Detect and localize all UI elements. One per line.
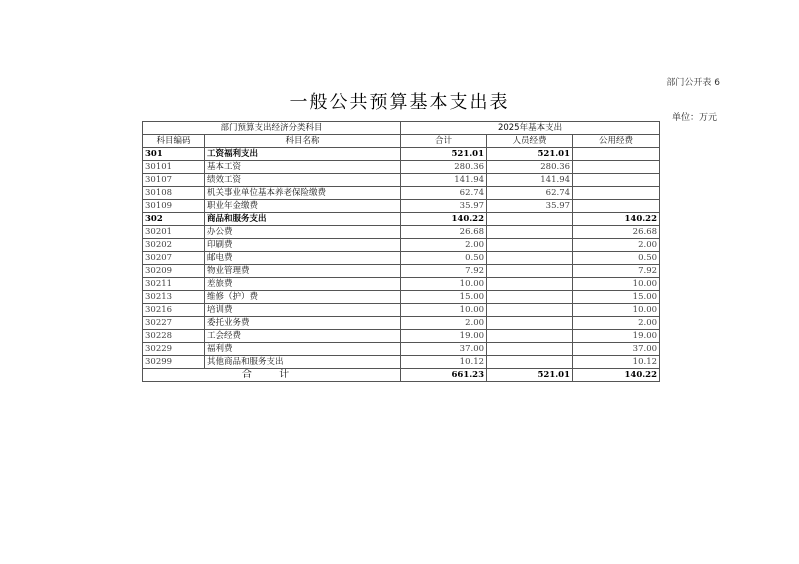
row-code-cell: 30108 — [143, 187, 205, 200]
row-total-cell: 26.68 — [401, 226, 487, 239]
row-code-cell: 30201 — [143, 226, 205, 239]
column-header-total: 合计 — [401, 135, 487, 148]
table-row — [143, 317, 660, 330]
row-public-cell — [573, 148, 660, 161]
table-row — [143, 226, 660, 239]
row-total-cell: 2.00 — [401, 239, 487, 252]
row-public-cell — [573, 174, 660, 187]
total-personnel: 521.01 — [487, 369, 573, 382]
row-code-cell: 30209 — [143, 265, 205, 278]
table-group-header-row — [143, 122, 660, 135]
row-name-cell: 物业管理费 — [205, 265, 401, 278]
row-name-cell: 印刷费 — [205, 239, 401, 252]
row-personnel-cell — [487, 226, 573, 239]
group-header-basic-expenditure: 2025年基本支出 — [401, 122, 660, 135]
row-personnel-cell — [487, 356, 573, 369]
row-public-cell: 15.00 — [573, 291, 660, 304]
row-public-cell: 2.00 — [573, 317, 660, 330]
row-public-cell: 37.00 — [573, 343, 660, 356]
row-name-cell: 基本工资 — [205, 161, 401, 174]
row-total-cell: 521.01 — [401, 148, 487, 161]
row-public-cell — [573, 161, 660, 174]
row-personnel-cell — [487, 343, 573, 356]
row-name-cell: 委托业务费 — [205, 317, 401, 330]
table-row — [143, 304, 660, 317]
table-column-header-row — [143, 135, 660, 148]
row-code-cell: 30228 — [143, 330, 205, 343]
table-row — [143, 213, 660, 226]
row-personnel-cell: 35.97 — [487, 200, 573, 213]
row-code-cell: 30107 — [143, 174, 205, 187]
row-public-cell — [573, 200, 660, 213]
row-name-cell: 商品和服务支出 — [205, 213, 401, 226]
column-header-public: 公用经费 — [573, 135, 660, 148]
table-row — [143, 330, 660, 343]
row-total-cell: 10.00 — [401, 278, 487, 291]
column-header-code: 科目编码 — [143, 135, 205, 148]
row-code-cell: 30229 — [143, 343, 205, 356]
row-personnel-cell — [487, 278, 573, 291]
total-amount: 661.23 — [401, 369, 487, 382]
total-public: 140.22 — [573, 369, 660, 382]
table-row — [143, 239, 660, 252]
row-name-cell: 维修（护）费 — [205, 291, 401, 304]
row-public-cell: 10.00 — [573, 304, 660, 317]
row-code-cell: 30216 — [143, 304, 205, 317]
row-name-cell: 培训费 — [205, 304, 401, 317]
row-code-cell: 30207 — [143, 252, 205, 265]
table-row — [143, 356, 660, 369]
row-total-cell: 280.36 — [401, 161, 487, 174]
row-code-cell: 30299 — [143, 356, 205, 369]
unit-label: 单位：万元 — [671, 113, 717, 123]
row-public-cell: 7.92 — [573, 265, 660, 278]
total-row — [143, 369, 660, 382]
row-code-cell: 301 — [143, 148, 205, 161]
table-body — [143, 148, 660, 369]
table-row — [143, 174, 660, 187]
row-name-cell: 机关事业单位基本养老保险缴费 — [205, 187, 401, 200]
row-personnel-cell — [487, 239, 573, 252]
table-row — [143, 291, 660, 304]
row-name-cell: 差旅费 — [205, 278, 401, 291]
row-name-cell: 邮电费 — [205, 252, 401, 265]
row-personnel-cell — [487, 330, 573, 343]
column-header-name: 科目名称 — [205, 135, 401, 148]
row-personnel-cell: 521.01 — [487, 148, 573, 161]
budget-table — [142, 121, 660, 382]
row-total-cell: 0.50 — [401, 252, 487, 265]
row-public-cell: 2.00 — [573, 239, 660, 252]
row-total-cell: 35.97 — [401, 200, 487, 213]
row-total-cell: 10.12 — [401, 356, 487, 369]
row-total-cell: 19.00 — [401, 330, 487, 343]
row-personnel-cell: 280.36 — [487, 161, 573, 174]
row-code-cell: 30109 — [143, 200, 205, 213]
row-total-cell: 2.00 — [401, 317, 487, 330]
row-code-cell: 30202 — [143, 239, 205, 252]
row-public-cell: 0.50 — [573, 252, 660, 265]
row-name-cell: 福利费 — [205, 343, 401, 356]
row-total-cell: 10.00 — [401, 304, 487, 317]
row-total-cell: 7.92 — [401, 265, 487, 278]
row-personnel-cell — [487, 291, 573, 304]
row-public-cell — [573, 187, 660, 200]
row-name-cell: 办公费 — [205, 226, 401, 239]
table-row — [143, 343, 660, 356]
table-row — [143, 200, 660, 213]
row-total-cell: 62.74 — [401, 187, 487, 200]
row-personnel-cell — [487, 265, 573, 278]
row-code-cell: 302 — [143, 213, 205, 226]
table-row — [143, 278, 660, 291]
table-row — [143, 187, 660, 200]
row-code-cell: 30213 — [143, 291, 205, 304]
row-public-cell: 10.00 — [573, 278, 660, 291]
row-name-cell: 职业年金缴费 — [205, 200, 401, 213]
row-total-cell: 141.94 — [401, 174, 487, 187]
row-name-cell: 工会经费 — [205, 330, 401, 343]
table-row — [143, 252, 660, 265]
row-name-cell: 其他商品和服务支出 — [205, 356, 401, 369]
row-code-cell: 30227 — [143, 317, 205, 330]
table-row — [143, 265, 660, 278]
column-header-personnel: 人员经费 — [487, 135, 573, 148]
row-public-cell: 26.68 — [573, 226, 660, 239]
total-label: 合 计 — [143, 369, 401, 382]
row-personnel-cell: 141.94 — [487, 174, 573, 187]
page-title: 一般公共预算基本支出表 — [289, 92, 510, 113]
row-total-cell: 140.22 — [401, 213, 487, 226]
table-row — [143, 161, 660, 174]
row-total-cell: 37.00 — [401, 343, 487, 356]
row-public-cell: 140.22 — [573, 213, 660, 226]
table-row — [143, 148, 660, 161]
row-personnel-cell — [487, 304, 573, 317]
row-code-cell: 30211 — [143, 278, 205, 291]
row-public-cell: 10.12 — [573, 356, 660, 369]
page-number: 部门公开表 6 — [666, 78, 720, 88]
row-code-cell: 30101 — [143, 161, 205, 174]
group-header-classification: 部门预算支出经济分类科目 — [143, 122, 401, 135]
row-total-cell: 15.00 — [401, 291, 487, 304]
row-personnel-cell — [487, 213, 573, 226]
row-personnel-cell: 62.74 — [487, 187, 573, 200]
row-personnel-cell — [487, 252, 573, 265]
row-public-cell: 19.00 — [573, 330, 660, 343]
row-name-cell: 工资福利支出 — [205, 148, 401, 161]
row-name-cell: 绩效工资 — [205, 174, 401, 187]
row-personnel-cell — [487, 317, 573, 330]
